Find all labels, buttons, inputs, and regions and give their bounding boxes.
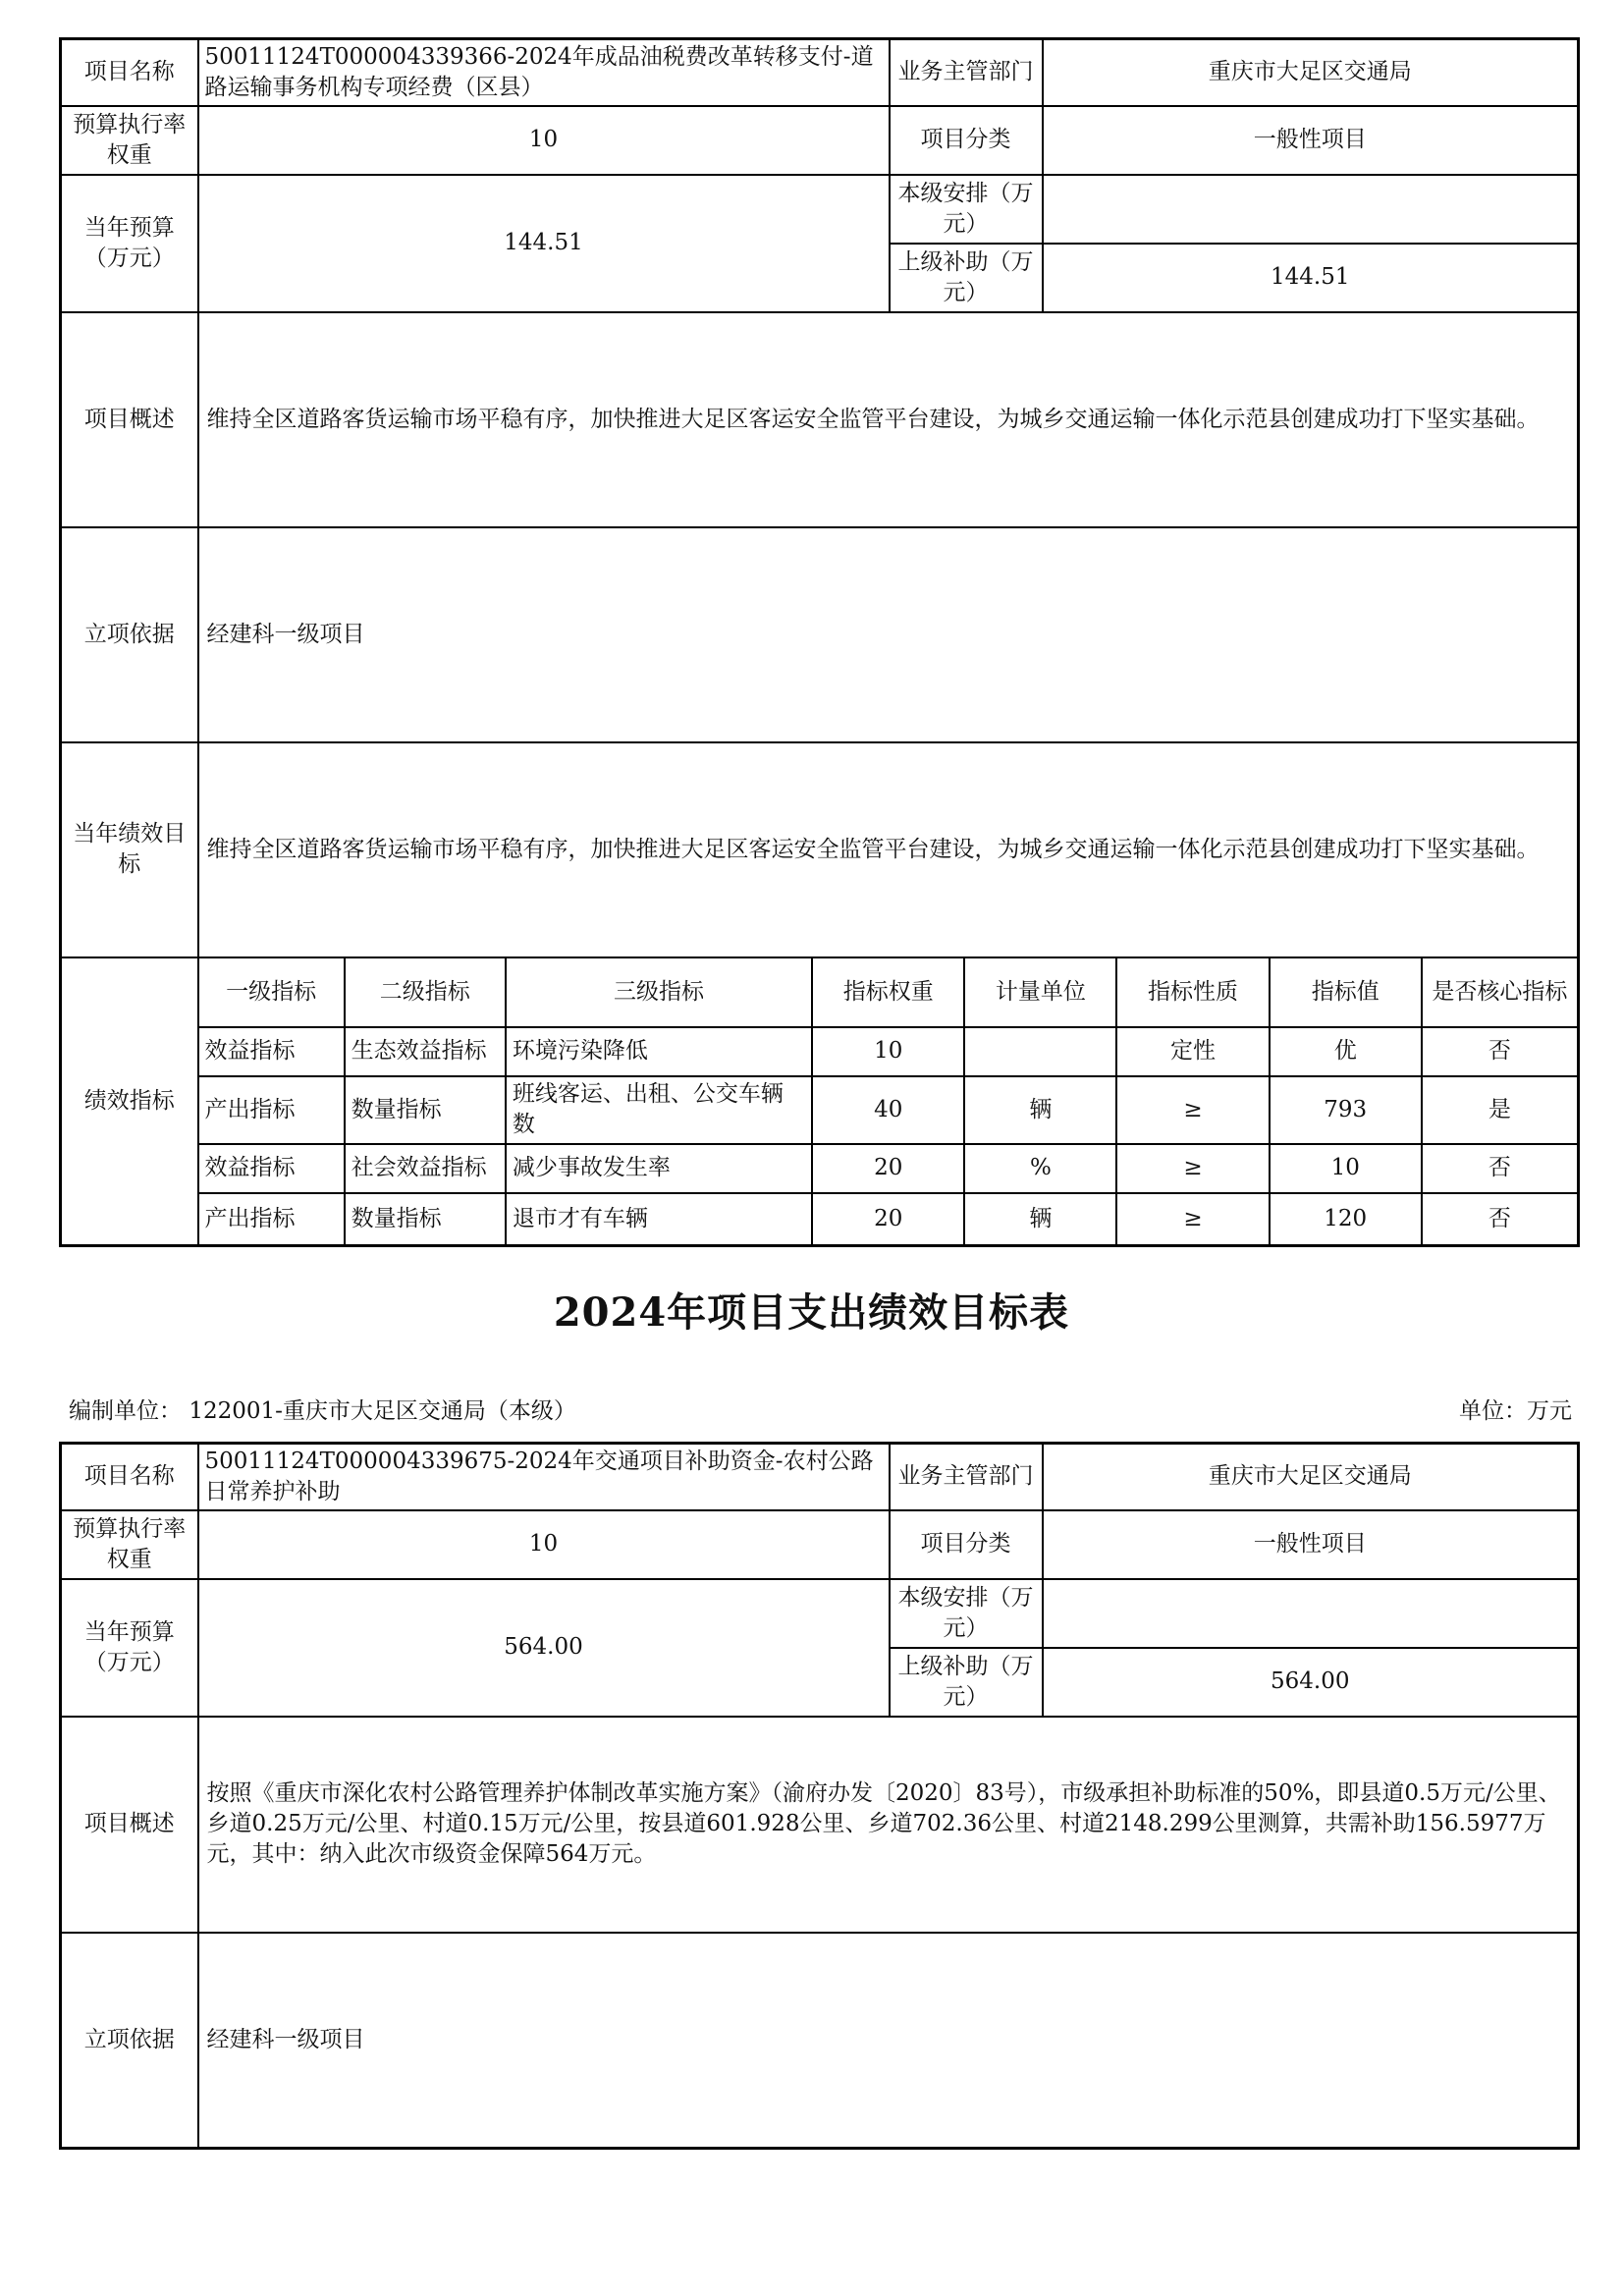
upper-subsidy-label: 上级补助（万元）: [890, 1648, 1043, 1717]
indicator-nature: ≥: [1116, 1076, 1269, 1144]
indicator-row: [199, 1027, 1578, 1076]
annual-budget-label: 当年预算（万元）: [61, 1579, 198, 1717]
indicator-unit: [964, 1027, 1116, 1076]
project-name-value: 50011124T000004339675-2024年交通项目补助资金-农村公路日常养护补助: [198, 1444, 890, 1510]
overview-label: 项目概述: [61, 1717, 198, 1933]
budget-weight-value: 10: [198, 106, 890, 175]
annual-budget-value: 564.00: [198, 1579, 890, 1717]
indicator-level3: 班线客运、出租、公交车辆数: [506, 1076, 812, 1144]
indicator-core: 是: [1422, 1076, 1577, 1144]
indicator-level1: 产出指标: [199, 1193, 345, 1244]
overview-text: 按照《重庆市深化农村公路管理养护体制改革实施方案》（渝府办发〔2020〕83号），市级承担补助标准的50%，即县道0.5万元/公里、乡道0.25万元/公里、村道0.15万元/公里，按县道601.928公里、乡道702.36公里、村道2148.299公里测算，共需补助156.5977万元，其中：纳入此次市级资金保障564万元。: [198, 1717, 1579, 1933]
basis-label: 立项依据: [61, 1933, 198, 2149]
dept-label: 业务主管部门: [890, 39, 1043, 106]
local-arrangement-label: 本级安排（万元）: [890, 1579, 1043, 1648]
project-name-label: 项目名称: [61, 39, 198, 106]
indicator-level3: 减少事故发生率: [506, 1144, 812, 1193]
indicator-level1: 产出指标: [199, 1076, 345, 1144]
budget-weight-label: 预算执行率权重: [61, 1510, 198, 1579]
budget-weight-label: 预算执行率权重: [61, 106, 198, 175]
indicator-unit: 辆: [964, 1193, 1116, 1244]
goal-label: 当年绩效目标: [61, 742, 198, 957]
currency-unit: 单位：万元: [1459, 1398, 1572, 1424]
indicator-weight: 40: [812, 1076, 964, 1144]
indicator-header: 计量单位: [964, 958, 1116, 1027]
indicator-row: [199, 1144, 1578, 1193]
indicator-header: 指标性质: [1116, 958, 1269, 1027]
overview-label: 项目概述: [61, 312, 198, 527]
indicator-level2: 社会效益指标: [345, 1144, 506, 1193]
project-name-label: 项目名称: [61, 1444, 198, 1510]
compiling-unit-label: 编制单位：: [69, 1398, 182, 1424]
category-label: 项目分类: [890, 1510, 1043, 1579]
project-name-value: 50011124T000004339366-2024年成品油税费改革转移支付-道路运输事务机构专项经费（区县）: [198, 39, 890, 106]
indicator-header: 指标权重: [812, 958, 964, 1027]
dept-label: 业务主管部门: [890, 1444, 1043, 1510]
indicator-nature: 定性: [1116, 1027, 1269, 1076]
indicator-unit: 辆: [964, 1076, 1116, 1144]
indicators-cell: [198, 957, 1579, 1246]
indicator-unit: %: [964, 1144, 1116, 1193]
indicator-header: 是否核心指标: [1422, 958, 1577, 1027]
indicator-level3: 退市才有车辆: [506, 1193, 812, 1244]
basis-text: 经建科一级项目: [198, 527, 1579, 742]
indicator-header: 指标值: [1270, 958, 1422, 1027]
basis-text: 经建科一级项目: [198, 1933, 1579, 2149]
indicator-value: 793: [1270, 1076, 1422, 1144]
compiling-unit-value: 122001-重庆市大足区交通局（本级）: [189, 1398, 576, 1424]
category-label: 项目分类: [890, 106, 1043, 175]
upper-subsidy-value: 564.00: [1043, 1648, 1579, 1717]
indicator-level1: 效益指标: [199, 1144, 345, 1193]
indicator-row: [199, 1193, 1578, 1244]
upper-subsidy-label: 上级补助（万元）: [890, 244, 1043, 312]
goal-text: 维持全区道路客货运输市场平稳有序，加快推进大足区客运安全监管平台建设，为城乡交通运输一体化示范县创建成功打下坚实基础。: [198, 742, 1579, 957]
indicator-nature: ≥: [1116, 1193, 1269, 1244]
indicator-header: 一级指标: [199, 958, 345, 1027]
local-arrangement-value: [1043, 175, 1579, 244]
budget-weight-value: 10: [198, 1510, 890, 1579]
indicator-level3: 环境污染降低: [506, 1027, 812, 1076]
indicator-row: [199, 1076, 1578, 1144]
overview-text: 维持全区道路客货运输市场平稳有序，加快推进大足区客运安全监管平台建设，为城乡交通运输一体化示范县创建成功打下坚实基础。: [198, 312, 1579, 527]
local-arrangement-label: 本级安排（万元）: [890, 175, 1043, 244]
indicator-value: 10: [1270, 1144, 1422, 1193]
indicators-table: [199, 958, 1578, 1244]
indicators-label: 绩效指标: [61, 957, 198, 1246]
indicator-header: 三级指标: [506, 958, 812, 1027]
project-table-2: [59, 1442, 1580, 2150]
section-title: 2024年项目支出绩效目标表: [553, 1289, 1070, 1336]
indicator-nature: ≥: [1116, 1144, 1269, 1193]
indicator-core: 否: [1422, 1193, 1577, 1244]
indicator-level2: 生态效益指标: [345, 1027, 506, 1076]
local-arrangement-value: [1043, 1579, 1579, 1648]
category-value: 一般性项目: [1043, 1510, 1579, 1579]
indicator-core: 否: [1422, 1027, 1577, 1076]
indicator-level1: 效益指标: [199, 1027, 345, 1076]
indicator-core: 否: [1422, 1144, 1577, 1193]
indicator-header: 二级指标: [345, 958, 506, 1027]
indicator-weight: 20: [812, 1144, 964, 1193]
indicator-level2: 数量指标: [345, 1076, 506, 1144]
basis-label: 立项依据: [61, 527, 198, 742]
category-value: 一般性项目: [1043, 106, 1579, 175]
indicator-value: 优: [1270, 1027, 1422, 1076]
upper-subsidy-value: 144.51: [1043, 244, 1579, 312]
indicator-weight: 20: [812, 1193, 964, 1244]
indicator-value: 120: [1270, 1193, 1422, 1244]
indicator-weight: 10: [812, 1027, 964, 1076]
dept-value: 重庆市大足区交通局: [1043, 39, 1579, 106]
annual-budget-label: 当年预算（万元）: [61, 175, 198, 312]
compiling-unit: [69, 1393, 576, 1425]
annual-budget-value: 144.51: [198, 175, 890, 312]
dept-value: 重庆市大足区交通局: [1043, 1444, 1579, 1510]
project-table-1: [59, 37, 1580, 1247]
indicator-level2: 数量指标: [345, 1193, 506, 1244]
